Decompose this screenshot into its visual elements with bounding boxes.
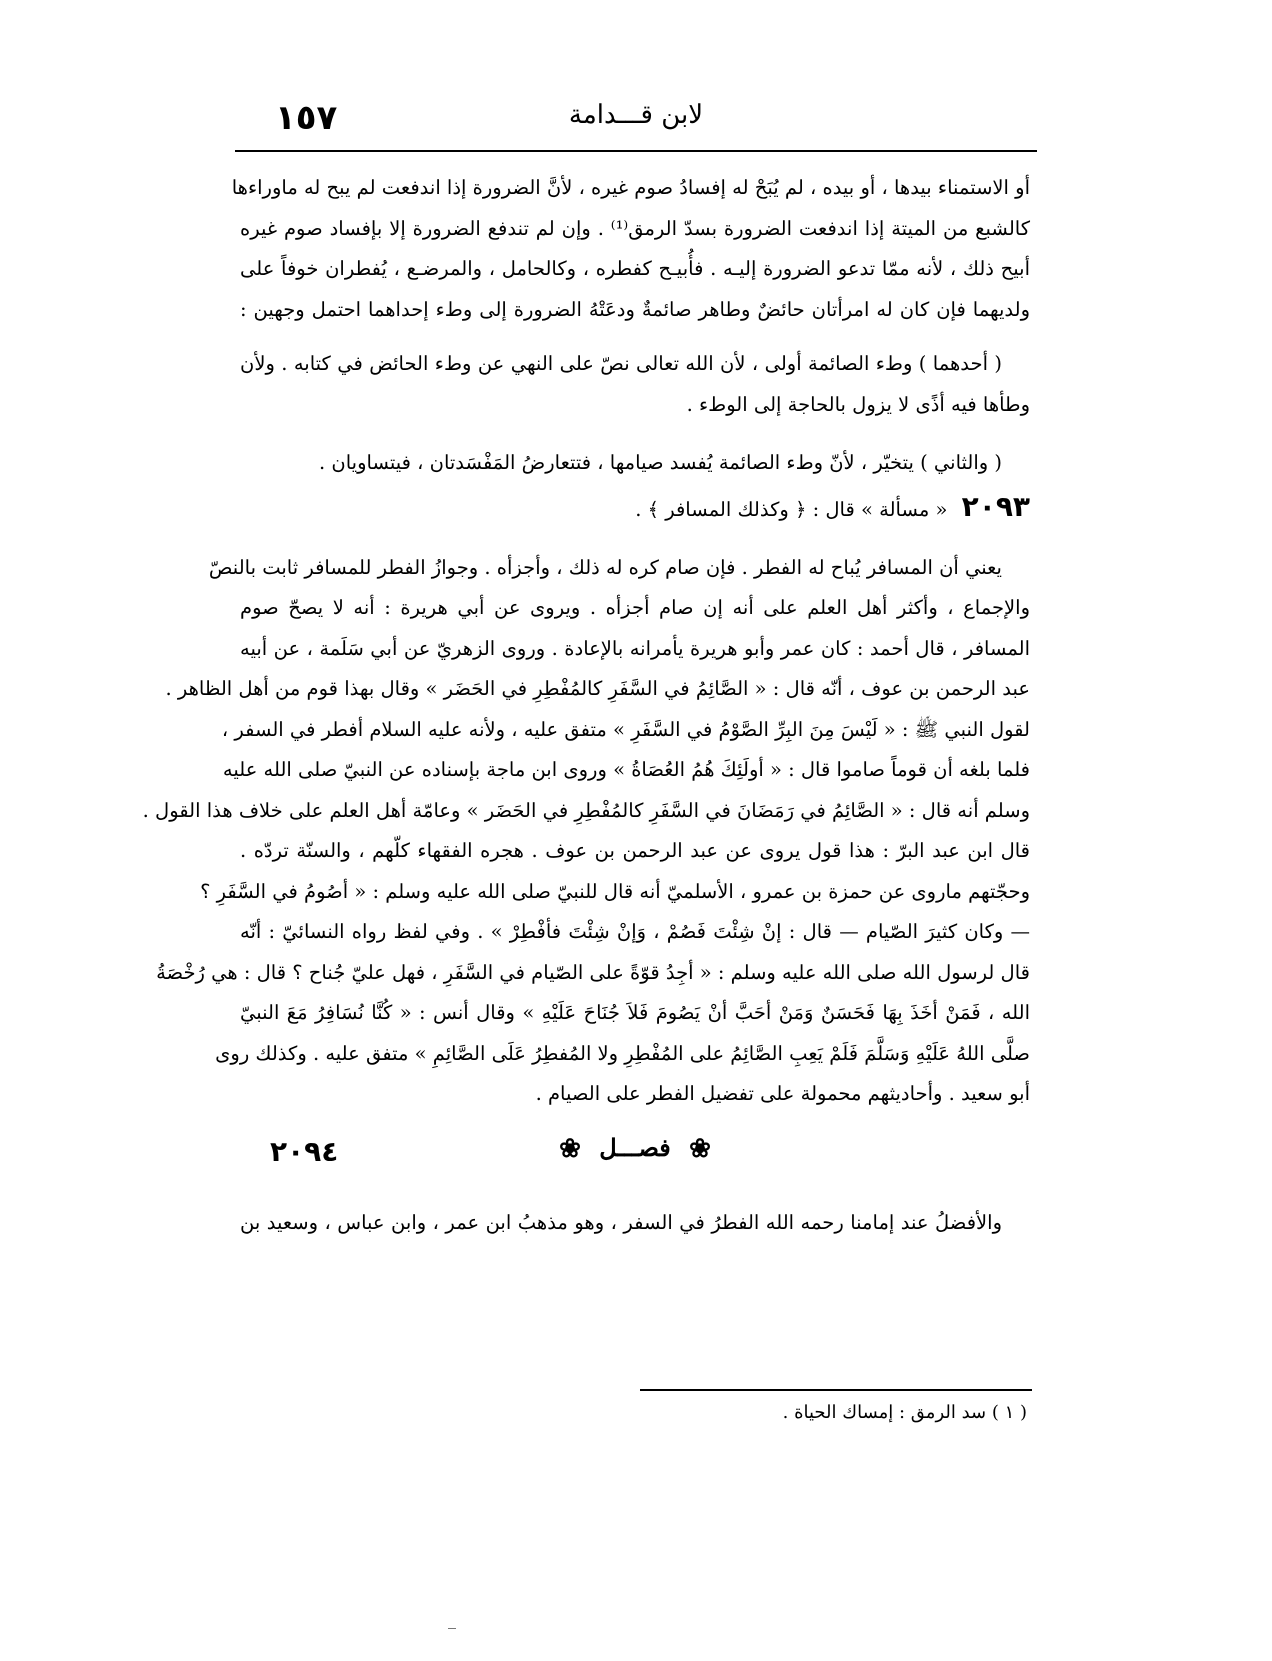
footnote-rule [640,1389,1032,1391]
text-line: والأفضلُ عند إمامنا رحمه الله الفطرُ في السفر ، وهو مذهبُ ابن عمر ، وابن عباس ، وسعيد بن [240,1210,1002,1234]
paragraph-5 [240,1203,1030,1244]
fasl-title-wrap [240,1133,1030,1165]
scan-mark [448,1628,456,1629]
masala-heading [240,484,1030,530]
text-line: فلما بلغه أن قوماً صاموا قال : « أولَئِكَ هُمُ العُصَاةُ » وروى ابن ماجة بإسناده عن النبيّ صلى الله عليه [222,758,1030,781]
text-line: — وكان كثيرَ الصّيام — قال : إنْ شِئْتَ فَصُمْ ، وَإنْ شِئْتَ فأفْطِرْ » . وفي لفظ رواه النسائيّ : أنّه [240,920,1030,943]
text-line: صلَّى اللهُ عَلَيْهِ وَسَلَّمَ فَلَمْ يَعِبِ الصَّائِمُ على المُفْطِرِ ولا المُفطِرُ عَلَى الصَّائِمِ » متفق عليه . وكذلك روى [215,1041,1030,1065]
paragraph-3 [240,443,1030,484]
fasl-number: ٢٠٩٤ [270,1134,339,1168]
text-line: أبو سعيد . وأحاديثهم محمولة على تفضيل الفطر على الصيام . [535,1082,1030,1105]
masala-number: ٢٠٩٣ [961,489,1030,523]
text-line: كالشبع من الميتة إذا اندفعت الضرورة بسدّ الرمق⁽¹⁾ . وإن لم تندفع الضرورة إلا بإفساد صوم غيره [240,216,1030,240]
masala-text: « مسألة » قال : ﴿ وكذلك المسافر ﴾ . [635,497,948,521]
floral-ornament-icon: ❀ [559,1134,581,1164]
paragraph-1 [231,168,1030,330]
text-line: ( والثاني ) يتخيّر ، لأنّ وطء الصائمة يُفسد صيامها ، فتتعارضُ المَفْسَدتان ، فيتساويان . [319,451,1002,474]
page-number: ١٥٧ [275,98,338,138]
floral-ornament-icon: ❀ [689,1134,711,1164]
fasl-title: فصـــل [599,1132,671,1162]
text-line: قال لرسول الله صلى الله عليه وسلم : « أجِدُ قوّةً على الصّيام في السَّفَرِ ، فهل عليّ جُناح ؟ قال : هي رُخْصَةُ [156,960,1030,984]
text-line: وطأها فيه أذًى لا يزول بالحاجة إلى الوطء . [686,392,1030,416]
header-rule [235,150,1037,152]
text-line: المسافر ، قال أحمد : كان عمر وأبو هريرة يأمرانه بالإعادة . وروى الزهريّ عن أبي سَلَمة ، عن أبيه [240,636,1030,660]
text-line: أبيح ذلك ، لأنه ممّا تدعو الضرورة إليـه . فأُبيـح كفطره ، وكالحامل ، والمرضـع ، يُفطران خوفاً على [240,257,1030,280]
text-line: عبد الرحمن بن عوف ، أنّه قال : « الصَّائِمُ في السَّفَرِ كالمُفْطِرِ في الحَضَر » وقال بهذا قوم من أهل الظاهر . [165,677,1030,700]
text-line: ولديهما فإن كان له امرأتان حائضٌ وطاهر صائمةٌ ودعَتْهُ الضرورة إلى وطء إحداهما احتمل وجهين : [240,297,1030,321]
text-line: الله ، فَمَنْ أخَذَ بِهَا فَحَسَنٌ وَمَنْ أحَبَّ أنْ يَصُومَ فَلاَ جُنَاحَ عَلَيْهِ » وقال أنس : « كُنَّا نُسَافِرُ مَعَ النبيّ [240,1001,1030,1024]
text-line: ( أحدهما ) وطء الصائمة أولى ، لأن الله تعالى نصّ على النهي عن وطء الحائض في كتابه . ولأن [240,352,1002,375]
paragraph-2 [240,344,1030,425]
footnote: ( ١ ) سد الرمق : إمساك الحياة . [782,1402,1027,1423]
fasl-heading [240,1125,1030,1189]
text-line: قال ابن عبد البرّ : هذا قول يروى عن عبد الرحمن بن عوف . هجره الفقهاء كلّهم ، والسنّة تردّه . [240,839,1030,862]
text-line: أو الاستمناء بيدها ، أو بيده ، لم يُبَحْ له إفسادُ صوم غيره ، لأنَّ الضرورة إذا اندفعت لم يبح له ماوراءها [231,176,1030,199]
page-header [235,92,1037,152]
running-title: لابن قـــدامة [568,100,704,130]
paragraph-4 [142,548,1030,1115]
text-line: وحجّتهم ماروى عن حمزة بن عمرو ، الأسلميّ أنه قال للنبيّ صلى الله عليه وسلم : « أصُومُ في السَّفَرِ ؟ [200,879,1030,903]
text-line: والإجماع ، وأكثر أهل العلم على أنه إن صام أجزأه . ويروى عن أبي هريرة : أنه لا يصحّ صوم [240,596,1030,619]
text-line: لقول النبي ﷺ : « لَيْسَ مِنَ البِرِّ الصَّوْمُ في السَّفَرِ » متفق عليه ، ولأنه عليه السلام أفطر في السفر ، [221,717,1030,741]
page-body [142,168,1030,1243]
text-line: وسلم أنه قال : « الصَّائِمُ في رَمَضَانَ في السَّفَرِ كالمُفْطِرِ في الحَضَر » وعامّة أهل العلم على خلاف هذا القول . [142,798,1030,822]
text-line: يعني أن المسافر يُباح له الفطر . فإن صام كره له ذلك ، وأجزأه . وجوازُ الفطر للمسافر ثابت بالنصّ [208,555,1002,579]
